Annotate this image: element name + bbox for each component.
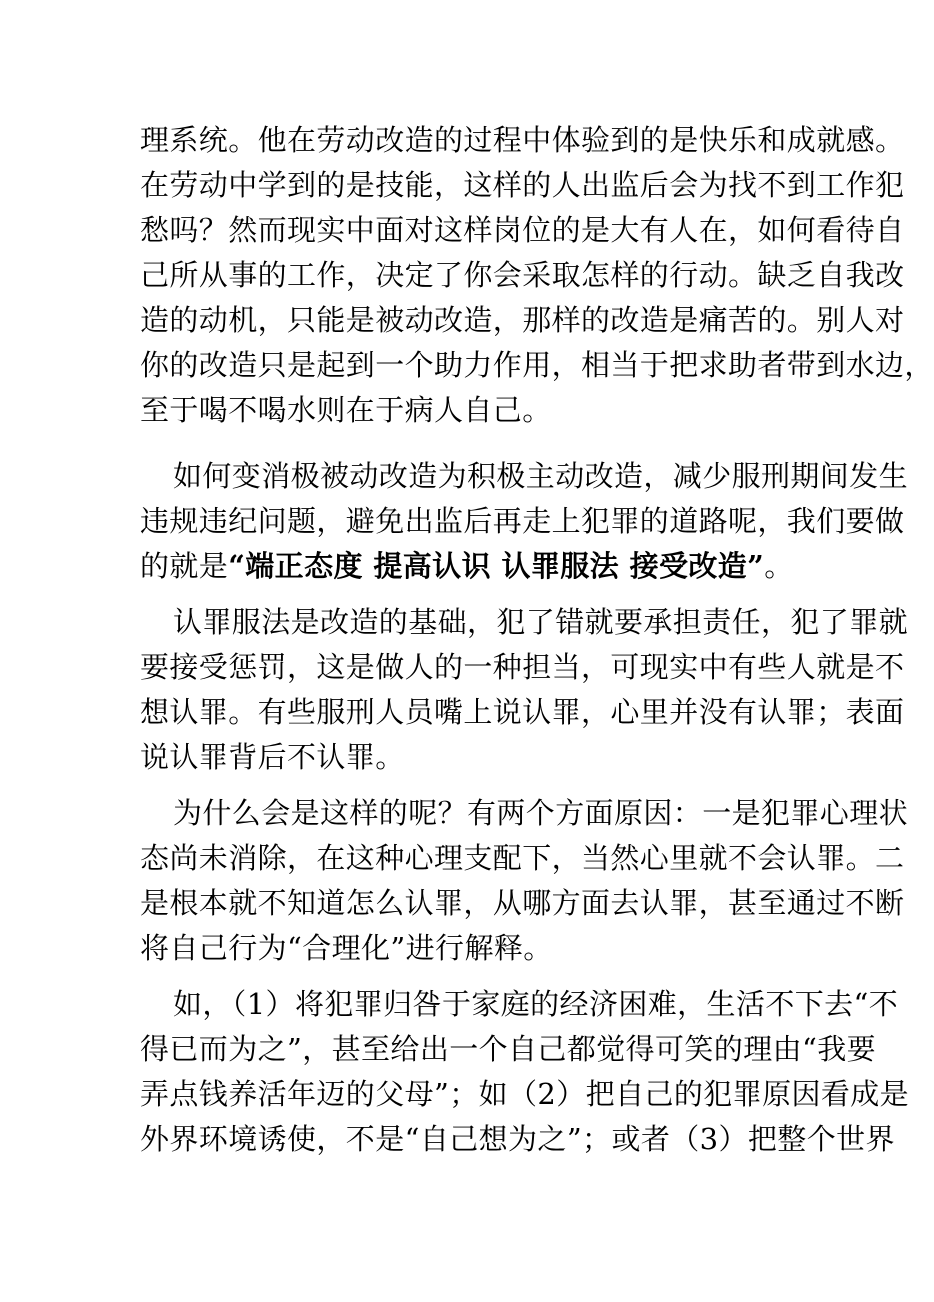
text-span: 。 [764, 549, 794, 583]
text-line: 将自己行为“合理化”进行解释。 [140, 931, 553, 965]
text-line: 是根本就不知道怎么认罪，从哪方面去认罪，甚至通过不断 [140, 886, 905, 920]
text-span: 的就是 [140, 549, 229, 583]
text-line: 造的动机，只能是被动改造，那样的改造是痛苦的。别人对 [140, 303, 905, 337]
text-line: 违规违纪问题，避免出监后再走上犯罪的道路呢，我们要做 [140, 504, 905, 538]
text-line [140, 548, 800, 584]
text-line: 要接受惩罚，这是做人的一种担当，可现实中有些人就是不 [140, 650, 905, 684]
text-line: 在劳动中学到的是技能，这样的人出监后会为找不到工作犯 [140, 168, 905, 202]
text-line: 如何变消极被动改造为积极主动改造，减少服刑期间发生 [173, 459, 909, 493]
text-line: 态尚未消除，在这种心理支配下，当然心里就不会认罪。二 [140, 841, 905, 875]
emphasized-slogan: “端正态度 提高认识 认罪服法 接受改造” [228, 549, 765, 583]
text-line: 得已而为之”，甚至给出一个自己都觉得可笑的理由“我要 [140, 1032, 877, 1066]
text-line: 弄点钱养活年迈的父母”；如（2）把自己的犯罪原因看成是 [140, 1077, 910, 1111]
text-line: 说认罪背后不认罪。 [140, 740, 405, 774]
text-line: 为什么会是这样的呢？有两个方面原因：一是犯罪心理状 [173, 796, 909, 830]
text-line: 至于喝不喝水则在于病人自己。 [140, 393, 552, 427]
text-line: 如，（1）将犯罪归咎于家庭的经济困难，生活不下去“不 [173, 987, 899, 1021]
text-line: 外界环境诱使，不是“自己想为之”；或者（3）把整个世界 [140, 1122, 895, 1156]
text-line: 理系统。他在劳动改造的过程中体验到的是快乐和成就感。 [140, 123, 905, 157]
text-line: 想认罪。有些服刑人员嘴上说认罪，心里并没有认罪；表面 [140, 695, 905, 729]
text-line: 你的改造只是起到一个助力作用，相当于把求助者带到水边， [140, 348, 934, 382]
text-line: 认罪服法是改造的基础，犯了错就要承担责任，犯了罪就 [173, 605, 909, 639]
text-line: 愁吗？然而现实中面对这样岗位的是大有人在，如何看待自 [140, 213, 905, 247]
text-line: 己所从事的工作，决定了你会采取怎样的行动。缺乏自我改 [140, 258, 905, 292]
